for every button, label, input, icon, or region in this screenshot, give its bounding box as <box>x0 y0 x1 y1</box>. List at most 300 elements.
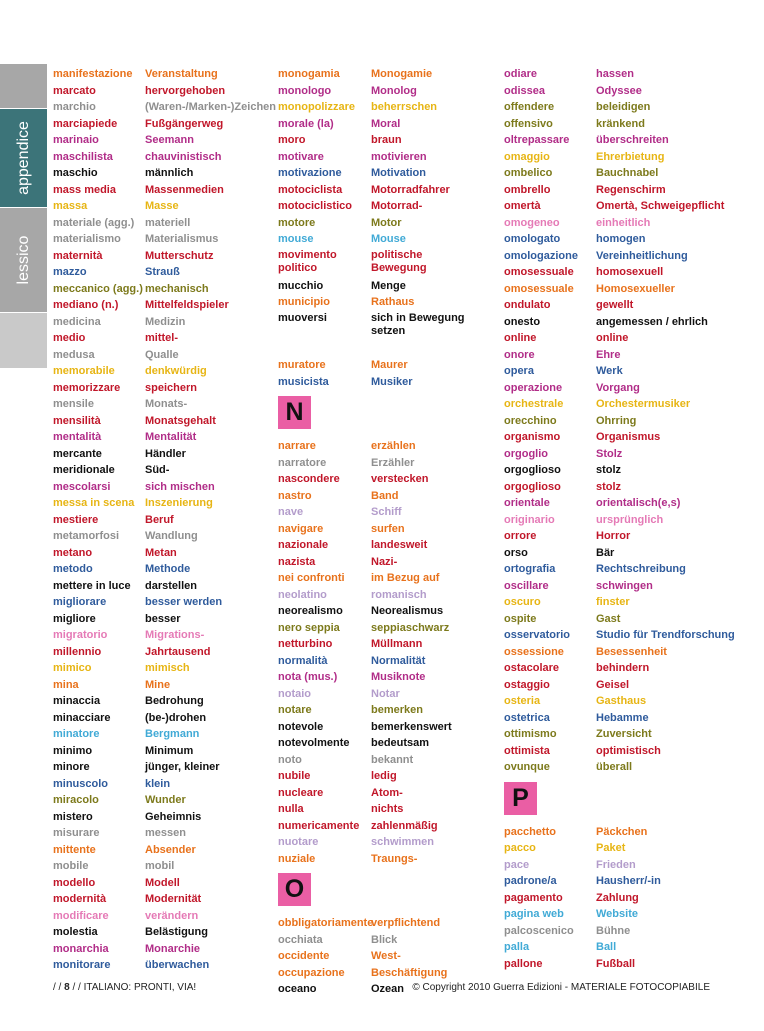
german-translation: homosexuell <box>596 266 664 278</box>
italian-word: orchestrale <box>504 398 564 410</box>
italian-word: oscuro <box>504 596 541 608</box>
italian-word: medio <box>53 332 86 344</box>
german-translation: Motorrad- <box>371 200 423 212</box>
italian-word: motociclista <box>278 183 343 196</box>
german-translation: Website <box>596 908 638 920</box>
german-translation: Omertà, Schweigepflicht <box>596 200 725 212</box>
italian-word: mucchio <box>278 279 324 292</box>
italian-word: ostaggio <box>504 678 550 691</box>
italian-word: metano <box>53 546 93 559</box>
italian-word: omertà <box>504 200 541 212</box>
italian-word: minimo <box>53 744 93 757</box>
italian-word: monitorare <box>53 959 111 971</box>
german-translation: Wunder <box>145 794 186 806</box>
footer-slashes-left: / / <box>53 982 65 993</box>
vocab-column-3-italian <box>504 66 596 972</box>
german-translation: Motor <box>371 216 402 229</box>
german-translation: Metan <box>145 546 177 559</box>
italian-word: mazzo <box>53 266 87 278</box>
italian-word: misurare <box>53 827 100 839</box>
italian-word: omosessuale <box>504 282 574 295</box>
vocab-column-1-german <box>145 66 277 974</box>
italian-word: pacchetto <box>504 825 556 838</box>
italian-word: mestiere <box>53 513 99 526</box>
letter-section <box>371 390 476 438</box>
german-translation: besser <box>145 612 181 625</box>
italian-word: organismo <box>504 431 561 443</box>
italian-word: memorizzare <box>53 381 121 394</box>
italian-word: mensile <box>53 398 94 410</box>
italian-word: mouse <box>278 233 314 245</box>
italian-word: notevole <box>278 720 324 733</box>
italian-word: marcato <box>53 84 96 97</box>
german-translation: Nazi- <box>371 555 398 568</box>
german-translation: Minimum <box>145 744 194 757</box>
italian-word: omogeneo <box>504 216 560 229</box>
german-translation: klein <box>145 777 171 790</box>
german-translation: Vereinheitlichung <box>596 249 688 262</box>
italian-word: medicina <box>53 315 101 328</box>
german-translation: ursprünglich <box>596 513 664 526</box>
german-translation: motivieren <box>371 150 427 163</box>
german-translation: nichts <box>371 803 404 815</box>
german-translation: Moral <box>371 117 401 130</box>
german-translation: mechanisch <box>145 282 209 295</box>
italian-word: nulla <box>278 803 304 815</box>
italian-word: odiare <box>504 68 538 80</box>
italian-word: mistero <box>53 810 93 823</box>
sidebar-tab-appendice-label: appendice <box>14 121 32 195</box>
german-translation: ledig <box>371 770 397 782</box>
italian-word: musicista <box>278 375 329 388</box>
italian-word: ottimista <box>504 744 550 757</box>
german-translation: Methode <box>145 563 191 575</box>
page-number: 8 <box>64 982 70 993</box>
german-translation: Rathaus <box>371 296 415 308</box>
letter-section <box>278 390 371 438</box>
italian-word: osservatorio <box>504 629 571 641</box>
section-letter-heading: N <box>278 396 311 429</box>
italian-word: medusa <box>53 348 95 361</box>
german-translation: Ohrring <box>596 414 637 427</box>
italian-word: ossessione <box>504 645 564 658</box>
italian-word: mentalità <box>53 431 102 443</box>
italian-word: muratore <box>278 359 326 371</box>
german-translation: Stolz <box>596 447 623 460</box>
italian-word: ospite <box>504 612 537 625</box>
german-translation: Mittelfeldspieler <box>145 299 229 311</box>
italian-word: oscillare <box>504 579 549 592</box>
german-translation: gewellt <box>596 299 634 311</box>
italian-word: metamorfosi <box>53 530 120 542</box>
german-translation: Zahlung <box>596 891 639 904</box>
german-translation: Inszenierung <box>145 497 213 509</box>
german-translation: Qualle <box>145 348 179 361</box>
german-translation: stolz <box>596 464 622 476</box>
german-translation: Ehre <box>596 348 621 361</box>
italian-word: pallone <box>504 957 543 970</box>
german-translation: im Bezug auf <box>371 572 440 584</box>
italian-word: metodo <box>53 563 93 575</box>
german-translation: Müllmann <box>371 638 423 650</box>
italian-word: maschio <box>53 167 98 179</box>
german-translation: seppiaschwarz <box>371 621 450 634</box>
italian-word: ostetrica <box>504 711 550 724</box>
german-translation: Motorradfahrer <box>371 183 450 196</box>
german-translation: (Waren-/Marken-)Zeichen <box>145 101 277 113</box>
german-translation: Medizin <box>145 315 186 328</box>
german-translation: West- <box>371 950 401 962</box>
italian-word: normalità <box>278 654 328 667</box>
german-translation: verstecken <box>371 473 429 485</box>
german-translation: Blick <box>371 933 398 946</box>
italian-word: nuotare <box>278 836 319 848</box>
italian-word: ombrello <box>504 183 551 196</box>
german-translation: Päckchen <box>596 825 648 838</box>
book-title: ITALIANO: PRONTI, VIA! <box>83 982 197 993</box>
italian-word: nero seppia <box>278 621 340 634</box>
italian-word: odissea <box>504 84 545 97</box>
italian-word: occidente <box>278 950 330 962</box>
section-letter-heading: P <box>504 782 537 815</box>
italian-word: modernità <box>53 893 107 905</box>
german-translation: Fußball <box>596 957 636 970</box>
german-translation: Musiknote <box>371 671 426 683</box>
german-translation: Studio für Trendforschung <box>596 629 735 641</box>
german-translation: Bedrohung <box>145 695 204 707</box>
italian-word: narratore <box>278 456 327 469</box>
italian-word: notevolmente <box>278 737 350 749</box>
german-translation: Hebamme <box>596 711 649 724</box>
german-translation: speichern <box>145 381 197 394</box>
italian-word: online <box>504 332 537 344</box>
italian-word: mimico <box>53 662 92 674</box>
german-translation: bemerken <box>371 704 423 716</box>
italian-word: mescolarsi <box>53 480 111 493</box>
italian-word: marchio <box>53 101 96 113</box>
italian-word: orgoglio <box>504 447 548 460</box>
italian-word: maschilista <box>53 150 113 163</box>
german-translation: behindern <box>596 662 650 674</box>
italian-word: minaccia <box>53 695 101 707</box>
german-translation: Monogamie <box>371 68 433 80</box>
italian-word: modello <box>53 876 96 889</box>
german-translation: darstellen <box>145 579 197 592</box>
italian-word: omosessuale <box>504 266 574 278</box>
german-translation: Orchestermusiker <box>596 398 691 410</box>
italian-word: mediano (n.) <box>53 299 119 311</box>
italian-word: mensilità <box>53 414 101 427</box>
german-translation: Absender <box>145 843 196 856</box>
footer-page-info <box>53 982 196 993</box>
italian-word: nave <box>278 506 304 518</box>
german-translation: schwimmen <box>371 836 434 848</box>
italian-word: monarchia <box>53 942 109 955</box>
italian-word: meccanico (agg.) <box>53 282 143 295</box>
german-translation: Jahrtausend <box>145 645 211 658</box>
italian-word: neolatino <box>278 588 327 601</box>
vocab-column-1-italian <box>53 66 145 974</box>
german-translation: finster <box>596 596 630 608</box>
italian-word: pace <box>504 858 530 871</box>
italian-word: nascondere <box>278 473 340 485</box>
german-translation: Normalität <box>371 654 426 667</box>
german-translation: Ozean <box>371 983 405 995</box>
italian-word: ostacolare <box>504 662 560 674</box>
german-translation: bekannt <box>371 753 414 766</box>
german-translation: angemessen / ehrlich <box>596 315 708 328</box>
italian-word: nazista <box>278 555 316 568</box>
german-translation: Massenmedien <box>145 183 224 196</box>
german-translation: Horror <box>596 530 631 542</box>
german-translation: Wandlung <box>145 530 198 542</box>
german-translation: Bär <box>596 546 615 559</box>
german-translation: Traungs- <box>371 852 418 865</box>
german-translation: mobil <box>145 860 175 872</box>
italian-word: mettere in luce <box>53 579 131 592</box>
italian-word: migratorio <box>53 629 108 641</box>
italian-word: orrore <box>504 530 537 542</box>
german-translation: Materialismus <box>145 233 219 245</box>
italian-word: messa in scena <box>53 497 135 509</box>
german-translation: Ball <box>596 941 617 953</box>
german-translation: Besessenheit <box>596 645 667 658</box>
italian-word: noto <box>278 753 302 766</box>
italian-word: nazionale <box>278 539 329 551</box>
italian-word: oceano <box>278 983 317 995</box>
german-translation: Seemann <box>145 134 194 146</box>
german-translation: Neorealismus <box>371 605 444 617</box>
vocab-column-3-german <box>596 66 756 972</box>
german-translation: hervorgehoben <box>145 84 226 97</box>
german-translation: Mine <box>145 678 171 691</box>
german-translation: Maurer <box>371 359 408 371</box>
italian-word: neorealismo <box>278 605 343 617</box>
italian-word: motociclistico <box>278 200 352 212</box>
german-translation: männlich <box>145 167 194 179</box>
italian-word: notare <box>278 704 312 716</box>
german-translation: messen <box>145 827 186 839</box>
german-translation: Werk <box>596 365 623 377</box>
italian-word: muoversi <box>278 311 327 324</box>
german-translation: braun <box>371 134 402 146</box>
german-translation: Zuversicht <box>596 728 652 740</box>
italian-word: moro <box>278 134 306 146</box>
spacer <box>371 341 476 358</box>
german-translation: beherrschen <box>371 101 438 113</box>
german-translation: denkwürdig <box>145 365 207 377</box>
german-translation: mimisch <box>145 662 190 674</box>
german-translation: Band <box>371 489 399 502</box>
italian-word: morale (la) <box>278 117 334 130</box>
italian-word: minuscolo <box>53 777 109 790</box>
german-translation: Modell <box>145 876 180 889</box>
german-translation: landesweit <box>371 539 428 551</box>
german-translation: Homosexueller <box>596 282 675 295</box>
italian-word: nastro <box>278 489 312 502</box>
german-translation: Ehrerbietung <box>596 150 665 163</box>
german-translation: politische Bewegung <box>371 248 427 274</box>
german-translation: erzählen <box>371 440 416 452</box>
italian-word: omologazione <box>504 249 578 262</box>
german-translation: chauvinistisch <box>145 150 222 163</box>
italian-word: ondulato <box>504 299 551 311</box>
german-translation: Beruf <box>145 513 174 526</box>
italian-word: opera <box>504 365 534 377</box>
italian-word: omologato <box>504 233 561 245</box>
italian-word: oltrepassare <box>504 134 570 146</box>
italian-word: marinaio <box>53 134 99 146</box>
letter-section <box>371 867 476 915</box>
german-translation: hassen <box>596 68 634 80</box>
sidebar-tab-blank-top <box>0 64 47 108</box>
german-translation: (be-)drohen <box>145 711 207 724</box>
german-translation: Menge <box>371 279 406 292</box>
german-translation: Gast <box>596 612 621 625</box>
german-translation: bedeutsam <box>371 737 430 749</box>
german-translation: Erzähler <box>371 456 415 469</box>
german-translation: Süd- <box>145 464 170 476</box>
footer-slashes-mid: / / <box>69 982 84 993</box>
letter-section <box>596 776 756 824</box>
german-translation: online <box>596 332 629 344</box>
italian-word: migliore <box>53 612 96 625</box>
german-translation: Musiker <box>371 375 413 388</box>
italian-word: minore <box>53 761 90 773</box>
italian-word: obbligatoriamente <box>278 917 374 929</box>
german-translation: Bauchnabel <box>596 167 659 179</box>
italian-word: monologo <box>278 84 332 97</box>
italian-word: orgoglioso <box>504 480 561 493</box>
italian-word: pagina web <box>504 908 564 920</box>
german-translation: Gasthaus <box>596 695 647 707</box>
italian-word: osteria <box>504 695 541 707</box>
italian-word: pacco <box>504 842 536 854</box>
german-translation: überall <box>596 761 633 773</box>
sidebar-tab-blank-bottom <box>0 313 47 368</box>
italian-word: padrone/a <box>504 875 557 887</box>
german-translation: Mutterschutz <box>145 249 214 262</box>
german-translation: Mentalität <box>145 431 197 443</box>
vocab-column-2-german <box>371 66 476 998</box>
german-translation: verpflichtend <box>371 917 441 929</box>
italian-word: materialismo <box>53 233 121 245</box>
italian-word: memorabile <box>53 365 115 377</box>
italian-word: occhiata <box>278 933 323 946</box>
italian-word: ortografia <box>504 563 556 575</box>
italian-word: ovunque <box>504 761 550 773</box>
italian-word: manifestazione <box>53 68 133 80</box>
italian-word: nuziale <box>278 852 316 865</box>
german-translation: Monatsgehalt <box>145 414 216 427</box>
italian-word: meridionale <box>53 464 115 476</box>
italian-word: nucleare <box>278 786 324 799</box>
italian-word: miracolo <box>53 794 99 806</box>
italian-word: mobile <box>53 860 89 872</box>
italian-word: pagamento <box>504 891 563 904</box>
italian-word: minatore <box>53 728 100 740</box>
italian-word: notaio <box>278 687 311 700</box>
german-translation: orientalisch(e,s) <box>596 497 681 509</box>
italian-word: motivazione <box>278 167 342 179</box>
german-translation: Masse <box>145 200 179 212</box>
section-letter-heading: O <box>278 873 311 906</box>
italian-word: palla <box>504 941 530 953</box>
german-translation: verändern <box>145 909 199 922</box>
italian-word: mercante <box>53 447 102 460</box>
italian-word: numericamente <box>278 819 360 832</box>
german-translation: sich in Bewegung setzen <box>371 311 465 337</box>
italian-word: omaggio <box>504 150 550 163</box>
german-translation: Modernität <box>145 893 202 905</box>
german-translation: bemerkenswert <box>371 720 452 733</box>
italian-word: onesto <box>504 315 541 328</box>
german-translation: Geisel <box>596 678 630 691</box>
german-translation: zahlenmäßig <box>371 819 438 832</box>
italian-word: narrare <box>278 440 316 452</box>
german-translation: Geheimnis <box>145 810 202 823</box>
italian-word: nubile <box>278 770 311 782</box>
german-translation: Monolog <box>371 84 417 97</box>
german-translation: Beschäftigung <box>371 966 448 979</box>
italian-word: offensivo <box>504 117 553 130</box>
german-translation: Mouse <box>371 233 406 245</box>
italian-word: navigare <box>278 522 324 535</box>
italian-word: ottimismo <box>504 728 557 740</box>
german-translation: überwachen <box>145 959 210 971</box>
german-translation: Frieden <box>596 858 636 871</box>
italian-word: mass media <box>53 183 116 196</box>
german-translation: Strauß <box>145 266 180 278</box>
german-translation: Bühne <box>596 924 631 937</box>
german-translation: materiell <box>145 216 191 229</box>
german-translation: schwingen <box>596 579 653 592</box>
italian-word: molestia <box>53 926 98 938</box>
german-translation: surfen <box>371 522 405 535</box>
italian-word: orgoglioso <box>504 464 561 476</box>
german-translation: Regenschirm <box>596 183 666 196</box>
sidebar-tab-lessico-label: lessico <box>14 235 32 285</box>
vocab-column-2-italian <box>278 66 374 998</box>
german-translation: überschreiten <box>596 134 669 146</box>
german-translation: Bergmann <box>145 728 200 740</box>
german-translation: optimistisch <box>596 744 661 757</box>
german-translation: Odyssee <box>596 84 642 97</box>
italian-word: migliorare <box>53 596 107 608</box>
sidebar-tab-appendice[interactable] <box>0 109 47 207</box>
spacer <box>278 341 371 358</box>
italian-word: maternità <box>53 249 103 262</box>
italian-word: materiale (agg.) <box>53 216 135 229</box>
italian-word: monopolizzare <box>278 101 356 113</box>
german-translation: Monarchie <box>145 942 201 955</box>
footer-copyright: © Copyright 2010 Guerra Edizioni - MATERIALE FOTOCOPIABILE <box>412 982 710 993</box>
german-translation: Paket <box>596 842 626 854</box>
italian-word: movimento politico <box>278 248 337 274</box>
german-translation: Schiff <box>371 506 402 518</box>
german-translation: Hausherr/-in <box>596 875 661 887</box>
italian-word: netturbino <box>278 638 333 650</box>
sidebar-tab-lessico[interactable] <box>0 208 47 312</box>
german-translation: Händler <box>145 447 186 460</box>
italian-word: ombelico <box>504 167 553 179</box>
german-translation: einheitlich <box>596 216 651 229</box>
italian-word: orso <box>504 546 528 559</box>
italian-word: operazione <box>504 381 563 394</box>
italian-word: onore <box>504 348 535 361</box>
italian-word: offendere <box>504 101 555 113</box>
german-translation: Notar <box>371 687 400 700</box>
